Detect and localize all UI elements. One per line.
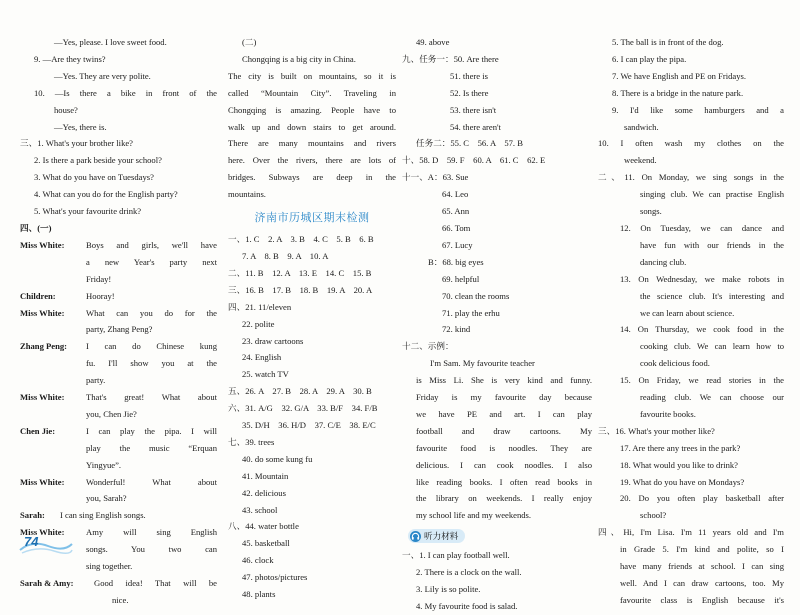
badge-label: 听力材料 <box>424 531 459 542</box>
text-line: 三、1. What's your brother like? <box>20 138 133 149</box>
essay-line: I'm Sam. My favourite teacher <box>430 358 535 369</box>
answer-line: B：68. big eyes <box>428 256 484 267</box>
answer-line: 八、44. water bottle <box>228 521 299 532</box>
text-line: 5. The ball is in front of the dog. <box>612 37 724 47</box>
text-line: Chongqing is amazing. People have to <box>228 104 396 115</box>
text-line: 三、16. What's your mother like? <box>598 425 715 436</box>
text-line: songs. <box>640 206 662 217</box>
section-heading: 四、(一) <box>20 222 52 233</box>
text-line: 10. —Is there a bike in front of the <box>34 87 217 98</box>
answer-line: 任务二：55. C 56. A 57. B <box>416 138 523 149</box>
text-line: 9. I'd like some hamburgers and a <box>612 104 784 115</box>
answer-line: 46. clock <box>242 555 274 566</box>
text-line: 13. On Wednesday, we make robots in <box>620 273 784 284</box>
answer-line: 43. school <box>242 504 278 515</box>
answer-line: 三、16. B 17. B 18. B 19. A 20. A <box>228 284 373 295</box>
text-line: reading club. We can choose our <box>640 392 784 403</box>
text-line: we can learn about science. <box>640 307 735 318</box>
section-heading: (二) <box>242 37 257 47</box>
text-line: cooking club. We can learn how to <box>640 341 784 352</box>
text-line: have many friends at school. I can sing <box>620 561 784 572</box>
answer-line: 69. helpful <box>442 273 480 284</box>
text-line: 4. What can you do for the English party? <box>34 189 178 200</box>
answer-line: 65. Ann <box>442 206 470 217</box>
text-line: weekend. <box>624 155 657 166</box>
dialogue-text: What can you do for the party, Zhang Peng? <box>86 307 217 335</box>
headphones-icon <box>410 531 421 542</box>
text-line: 四、Hi, I'm Lisa. I'm 11 years old and I'm <box>598 527 784 538</box>
speaker: Miss White: <box>20 307 65 318</box>
answer-line: 49. above <box>416 37 450 47</box>
text-line: 12. On Tuesday, we can dance and <box>620 222 784 233</box>
text-line: 17. Are there any trees in the park? <box>620 442 741 453</box>
answer-line: 23. draw cartoons <box>242 335 304 346</box>
answer-line: 十、58. D 59. F 60. A 61. C 62. E <box>402 155 546 166</box>
text-line: 7. We have English and PE on Fridays. <box>612 70 747 81</box>
answer-line: 7. A 8. B 9. A 10. A <box>242 250 329 261</box>
text-line: sandwich. <box>624 121 659 132</box>
page-number: 74 <box>24 534 39 549</box>
text-line: dancing club. <box>640 256 687 267</box>
answer-line: 九、任务一：50. Are there <box>402 53 499 64</box>
text-line: have fun with our friends in the <box>640 239 784 250</box>
speaker: Zhang Peng: <box>20 341 68 352</box>
dialogue-text: Boys and girls, we'll have a new Year's party next Friday! <box>86 239 217 284</box>
answer-line: 四、21. 11/eleven <box>228 301 292 312</box>
dialogue-text: I can sing English songs. <box>60 510 146 521</box>
dialogue-turn <box>20 389 217 423</box>
essay-line: is Miss Li. She is very kind and funny. <box>416 375 592 386</box>
text-line: in Grade 5. I'm kind and polite, so I <box>620 544 784 555</box>
text-line: 6. I can play the pipa. <box>612 53 687 64</box>
dialogue-turn <box>20 474 217 508</box>
text-line: Chongqing is a big city in China. <box>242 53 356 64</box>
essay-line: we have PE and art. I can play <box>416 408 592 419</box>
dialogue-text: I can do Chinese kung fu. I'll show you at the party. <box>86 341 217 386</box>
answer-line: 42. delicious <box>242 487 286 498</box>
answer-line: 41. Mountain <box>242 470 289 481</box>
answer-line: 35. D/H 36. H/D 37. C/E 38. E/C <box>242 420 376 431</box>
dialogue-turn <box>20 423 217 474</box>
speaker: Sarah: <box>20 510 45 521</box>
text-line: favourite class is English because it's <box>620 594 784 605</box>
speaker: Children: <box>20 290 56 301</box>
text-line: 4. My favourite food is salad. <box>416 601 518 611</box>
dialogue-text: That's great! What about you, Chen Jie? <box>86 392 217 419</box>
answer-line: 十二、示例： <box>402 341 454 352</box>
dialogue-turn <box>20 305 217 339</box>
text-line: mountains. <box>228 189 266 200</box>
text-line: 19. What do you have on Mondays? <box>620 476 745 487</box>
text-line: house? <box>54 104 78 115</box>
column-1 <box>20 34 217 609</box>
answer-line: 53. there isn't <box>450 104 497 115</box>
answer-line: 48. plants <box>242 589 276 600</box>
essay-line: my school life and my weekends. <box>416 510 532 521</box>
dialogue-text: Amy will sing English songs. You two can sing together. <box>86 527 217 572</box>
speaker: Chen Jie: <box>20 425 56 436</box>
dialogue-turn <box>20 237 217 288</box>
text-line: 3. Lily is so polite. <box>416 584 481 595</box>
listening-badge-wrap <box>408 527 592 545</box>
text-line: There are many mountains and rivers <box>228 138 396 149</box>
answer-line: 70. clean the rooms <box>442 290 510 301</box>
answer-line: 五、26. A 27. B 28. A 29. A 30. B <box>228 386 372 397</box>
text-line: 18. What would you like to drink? <box>620 459 738 470</box>
dialogue-text: Hooray! <box>86 290 115 301</box>
answer-line: 七、39. trees <box>228 436 275 447</box>
answer-line: 40. do some kung fu <box>242 453 313 464</box>
text-line: 14. On Thursday, we cook food in the <box>620 324 784 335</box>
text-line: called “Mountain City”. Traveling in <box>228 87 396 98</box>
answer-line: 47. photos/pictures <box>242 572 308 583</box>
essay-line: the library on weekends. I really enjoy <box>416 493 592 504</box>
text-line: bridges. Subways are deep in the <box>228 172 396 183</box>
answer-line: 67. Lucy <box>442 239 473 250</box>
text-line: 3. What do you have on Tuesdays? <box>34 172 154 183</box>
answer-line: 45. basketball <box>242 538 290 549</box>
dialogue-turn <box>20 507 217 524</box>
essay-line: delicious. I can cook noodles. I also <box>416 459 592 470</box>
text-line: singing club. We can practise English <box>640 189 784 200</box>
dialogue-turn <box>20 288 217 305</box>
dialogue-turn <box>20 338 217 389</box>
speaker: Miss White: <box>20 527 65 538</box>
text-line: the science club. It's interesting and <box>640 290 784 301</box>
column-2 <box>228 34 396 603</box>
column-3 <box>402 34 592 615</box>
essay-line: football and draw cartoons. My <box>416 425 592 436</box>
answer-line: 64. Leo <box>442 189 469 200</box>
text-line: 2. There is a clock on the wall. <box>416 567 522 578</box>
dialogue-text: Good idea! That will be nice. <box>94 578 217 605</box>
answer-line: 十一、A：63. Sue <box>402 172 469 183</box>
answer-line: 22. polite <box>242 318 275 329</box>
text-line: 9. —Are they twins? <box>34 53 106 64</box>
answer-line: 一、1. C 2. A 3. B 4. C 5. B 6. B <box>228 234 374 245</box>
text-line: school? <box>640 510 667 521</box>
text-line: favourite books. <box>640 408 696 419</box>
speaker: Miss White: <box>20 392 65 403</box>
text-line: 15. On Friday, we read stories in the <box>620 375 784 386</box>
answer-line: 51. there is <box>450 70 488 81</box>
answer-line: 25. watch TV <box>242 369 289 380</box>
text-line: walk up and down stairs to get around. <box>228 121 396 132</box>
essay-line: like reading books. I often read books in <box>416 476 592 487</box>
speaker: Miss White: <box>20 476 65 487</box>
answer-line: 54. there aren't <box>450 121 501 132</box>
text-line: 5. What's your favourite drink? <box>34 206 142 217</box>
dialogue-text: I can play the pipa. I will play the music “Erquan Yingyue”. <box>86 425 217 470</box>
dialogue-text: Wonderful! What about you, Sarah? <box>86 476 217 504</box>
text-line: The city is built on mountains, so it is <box>228 70 396 81</box>
text-line: 10. I often wash my clothes on the <box>598 138 784 149</box>
essay-line: Friday is my favourite day because <box>416 392 592 403</box>
essay-line: favourite food is noodles. They are <box>416 442 592 453</box>
answer-line: 71. play the erhu <box>442 307 500 318</box>
speaker: Sarah & Amy: <box>20 578 74 588</box>
text-line: —Yes, please. I love sweet food. <box>54 37 167 47</box>
section-title: 济南市历城区期末检测 <box>254 212 370 225</box>
speaker: Miss White: <box>20 239 65 250</box>
listening-badge <box>408 529 465 543</box>
text-line: —Yes. They are very polite. <box>54 70 151 81</box>
answer-line: 六、31. A/G 32. G/A 33. B/F 34. F/B <box>228 403 378 414</box>
text-line: well. And I can draw cartoons, too. My <box>620 578 784 588</box>
text-line: 20. Do you often play basketball after <box>620 493 784 504</box>
text-line: cook delicious food. <box>640 358 710 369</box>
answer-line: 24. English <box>242 352 282 363</box>
answer-line: 66. Tom <box>442 222 471 233</box>
text-line: 一、1. I can play football well. <box>402 550 510 561</box>
text-line: —Yes, there is. <box>54 121 107 132</box>
text-line: 2. Is there a park beside your school? <box>34 155 162 166</box>
answer-line: 72. kind <box>442 324 471 335</box>
text-line: 8. There is a bridge in the nature park. <box>612 87 744 98</box>
answer-line: 二、11. B 12. A 13. E 14. C 15. B <box>228 267 372 278</box>
answer-line: 52. Is there <box>450 87 489 98</box>
text-line: here. Over the rivers, there are lots of <box>228 155 396 166</box>
dialogue-turn <box>20 575 217 609</box>
text-line: 二、11. On Monday, we sing songs in the <box>598 172 784 183</box>
column-4 <box>598 34 784 609</box>
